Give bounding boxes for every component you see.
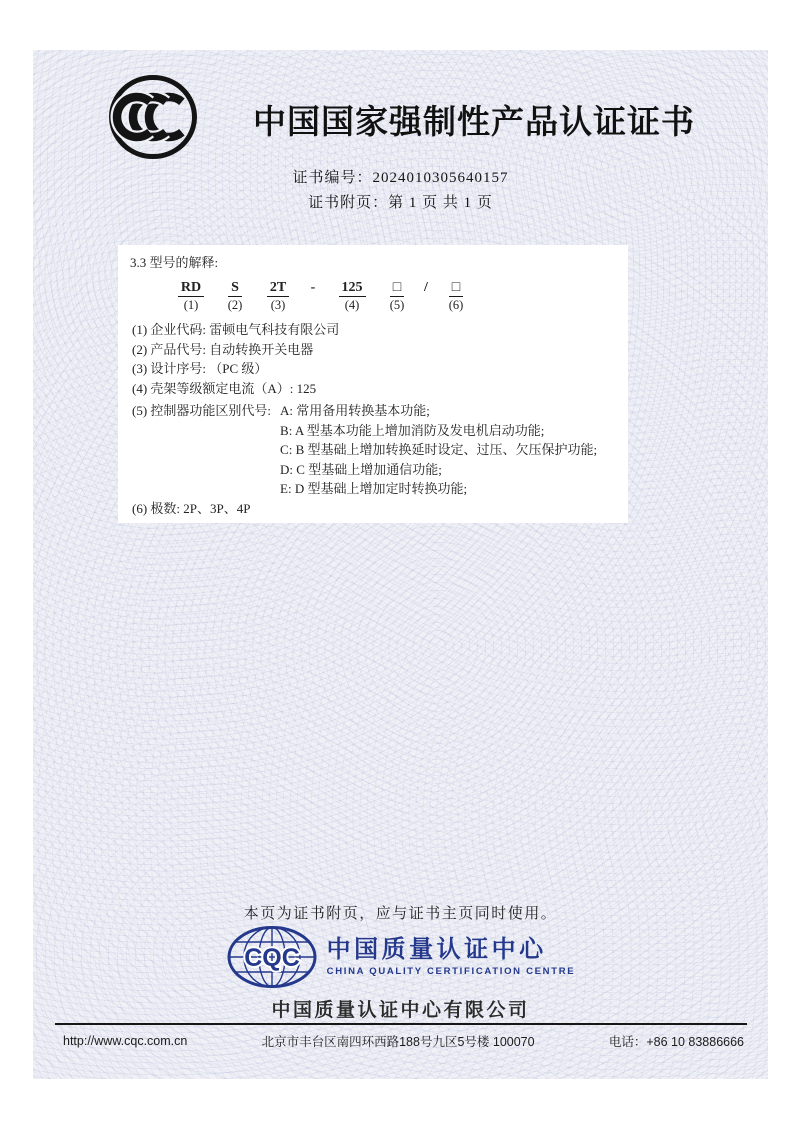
model-code-part: □ (6): [448, 280, 464, 312]
model-code-part: RD (1): [168, 279, 214, 312]
cqc-names: [327, 937, 576, 977]
attachment-page-line: [33, 191, 768, 212]
company-name: 中国质量认证中心有限公司: [271, 1000, 530, 1021]
ccc-mark-icon: [107, 73, 199, 161]
model-code-part: □ (5): [389, 280, 405, 312]
attachment-page-value: 第 1 页 共 1 页: [388, 195, 493, 211]
footer-info-row: [33, 1032, 768, 1050]
phone-text: 电话：+86 10 83886666: [608, 1035, 744, 1049]
controller-option-c: C: B 型基础上增加转换延时设定、过压、欠压保护功能;: [280, 442, 598, 457]
item-2: (2) 产品代号: 自动转换开关电器: [132, 341, 314, 357]
model-code-separator: -: [310, 280, 316, 295]
item-5-label: (5) 控制器功能区别代号:: [132, 403, 272, 418]
certificate-number-line: [33, 166, 768, 187]
certificate-number-label: 证书编号：: [292, 170, 373, 186]
model-code-part: 125 (4): [326, 279, 378, 312]
item-4: (4) 壳架等级额定电流（A）: 125: [132, 380, 317, 396]
section-title: 3.3 型号的解释:: [130, 255, 219, 270]
certificate-number-value: 2024010305640157: [372, 170, 509, 186]
controller-option-b: B: A 型基本功能上增加消防及发电机启动功能;: [280, 422, 545, 438]
item-1: (1) 企业代码: 雷顿电气科技有限公司: [132, 322, 340, 337]
controller-option-e: E: D 型基础上增加定时转换功能;: [280, 481, 468, 496]
model-explanation-items: [132, 323, 616, 516]
model-code-separator: /: [424, 280, 428, 295]
model-code-part: S (2): [227, 280, 243, 312]
item-6: (6) 极数: 2P、3P、4P: [132, 500, 251, 516]
attachment-usage-note: 本页为证书附页，应与证书主页同时使用。: [243, 906, 558, 922]
item-5-options: [280, 401, 597, 499]
website-url: http://www.cqc.com.cn: [63, 1034, 188, 1048]
item-3: (3) 设计序号: （PC 级）: [132, 361, 268, 376]
item-5: [132, 401, 616, 499]
model-code-part: 2T (3): [256, 279, 300, 312]
address-text: 北京市丰台区南四环西路188号九区5号楼 100070: [261, 1035, 535, 1049]
footer-divider: [55, 1023, 747, 1025]
controller-option-d: D: C 型基础上增加通信功能;: [280, 461, 442, 477]
model-code-diagram: [168, 279, 616, 312]
certificate-page: [33, 50, 768, 1079]
page-title: 中国国家强制性产品认证证书: [253, 105, 695, 141]
cqc-name-english: CHINA QUALITY CERTIFICATION CENTRE: [326, 966, 576, 977]
model-explanation-box: [118, 245, 628, 523]
cqc-name-chinese: 中国质量认证中心: [326, 936, 547, 963]
controller-option-a: A: 常用备用转换基本功能;: [280, 403, 430, 418]
cqc-logo-block: [33, 925, 768, 989]
attachment-page-label: 证书附页：: [308, 195, 389, 211]
cqc-globe-icon: [226, 925, 318, 989]
cqc-monogram: CQC: [243, 944, 300, 972]
